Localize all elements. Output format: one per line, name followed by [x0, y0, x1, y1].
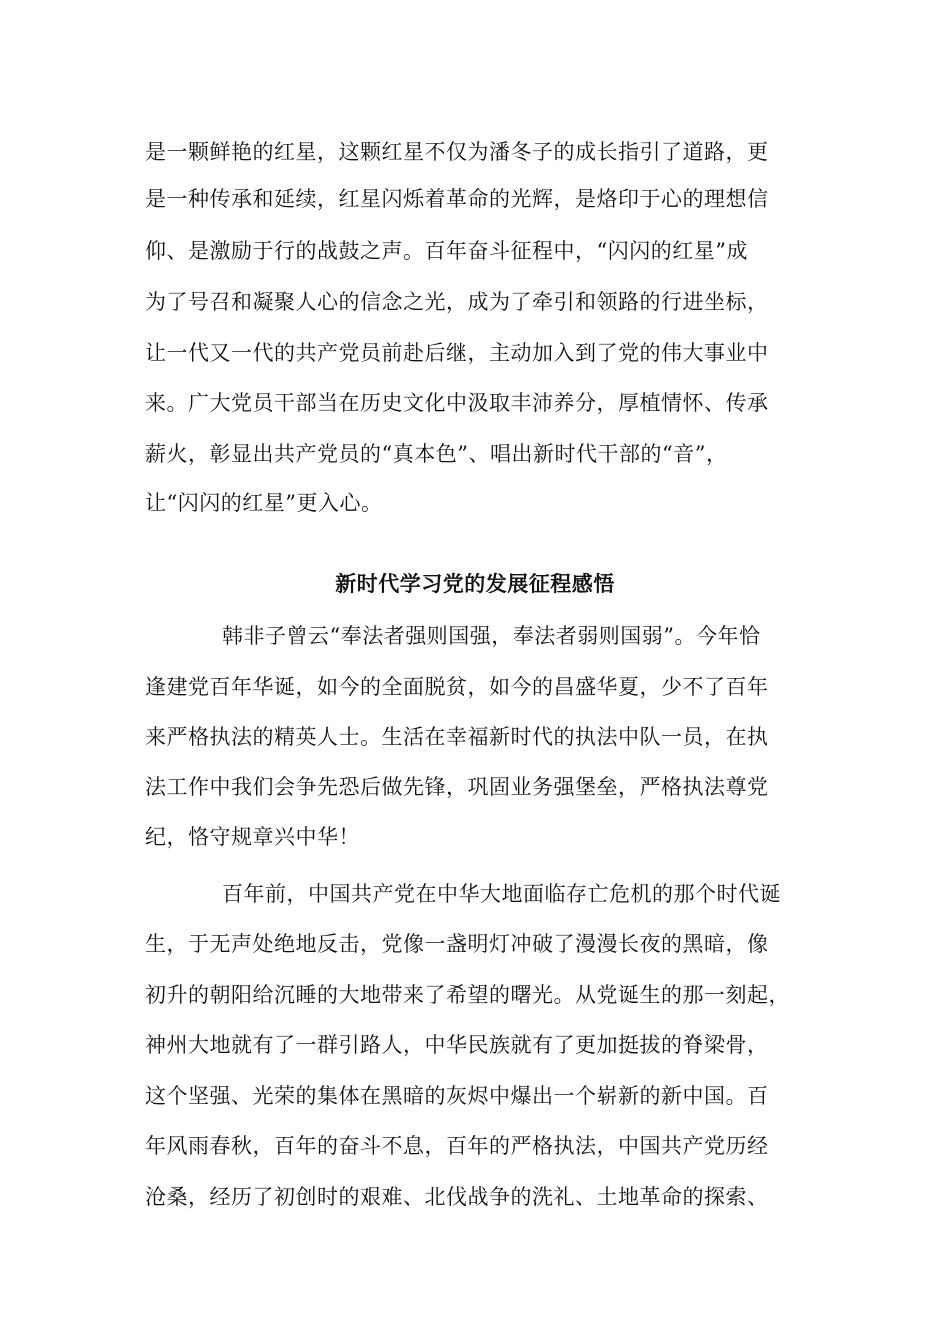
paragraph-line: 是一颗鲜艳的红星，这颗红星不仅为潘冬子的成长指引了道路，更: [145, 140, 769, 164]
paragraph-line: 让“闪闪的红星”更入心。: [145, 491, 383, 515]
paragraph-line: 纪，恪守规章兴中华！: [145, 825, 360, 849]
paragraph-line: 这个坚强、光荣的集体在黑暗的灰烬中爆出一个崭新的新中国。百: [145, 1084, 769, 1108]
paragraph-line: 神州大地就有了一群引路人，中华民族就有了更加挺拔的脊梁骨，: [145, 1033, 769, 1057]
paragraph-line: 法工作中我们会争先恐后做先锋，巩固业务强堡垒，严格执法尊党: [145, 775, 769, 799]
section-title: 新时代学习党的发展征程感悟: [335, 571, 615, 596]
paragraph-line: 韩非子曾云“奉法者强则国强，奉法者弱则国弱”。今年恰: [222, 624, 761, 648]
paragraph-line: 让一代又一代的共产党员前赴后继，主动加入到了党的伟大事业中: [145, 341, 769, 365]
paragraph-line: 年风雨春秋，百年的奋斗不息，百年的严格执法，中国共产党历经: [145, 1134, 769, 1158]
paragraph-line: 初升的朝阳给沉睡的大地带来了希望的曙光。从党诞生的那一刻起，: [145, 983, 790, 1007]
paragraph-line: 是一种传承和延续，红星闪烁着革命的光辉，是烙印于心的理想信: [145, 187, 769, 211]
paragraph-line: 仰、是激励于行的战鼓之声。百年奋斗征程中，“闪闪的红星”成: [145, 239, 748, 263]
paragraph-line: 来严格执法的精英人士。生活在幸福新时代的执法中队一员，在执: [145, 725, 769, 749]
paragraph-line: 来。广大党员干部当在历史文化中汲取丰沛养分，厚植情怀、传承: [145, 391, 769, 415]
paragraph-line: 薪火，彰显出共产党员的“真本色”、唱出新时代干部的“音”，: [145, 442, 728, 466]
paragraph-line: 为了号召和凝聚人心的信念之光，成为了牵引和领路的行进坐标，: [145, 290, 769, 314]
paragraph-line: 逢建党百年华诞，如今的全面脱贫，如今的昌盛华夏，少不了百年: [145, 675, 769, 699]
paragraph-line: 百年前，中国共产党在中华大地面临存亡危机的那个时代诞: [222, 882, 781, 906]
paragraph-line: 生，于无声处绝地反击，党像一盏明灯冲破了漫漫长夜的黑暗，像: [145, 932, 769, 956]
paragraph-line: 沧桑，经历了初创时的艰难、北伐战争的洗礼、土地革命的探索、: [145, 1185, 769, 1209]
